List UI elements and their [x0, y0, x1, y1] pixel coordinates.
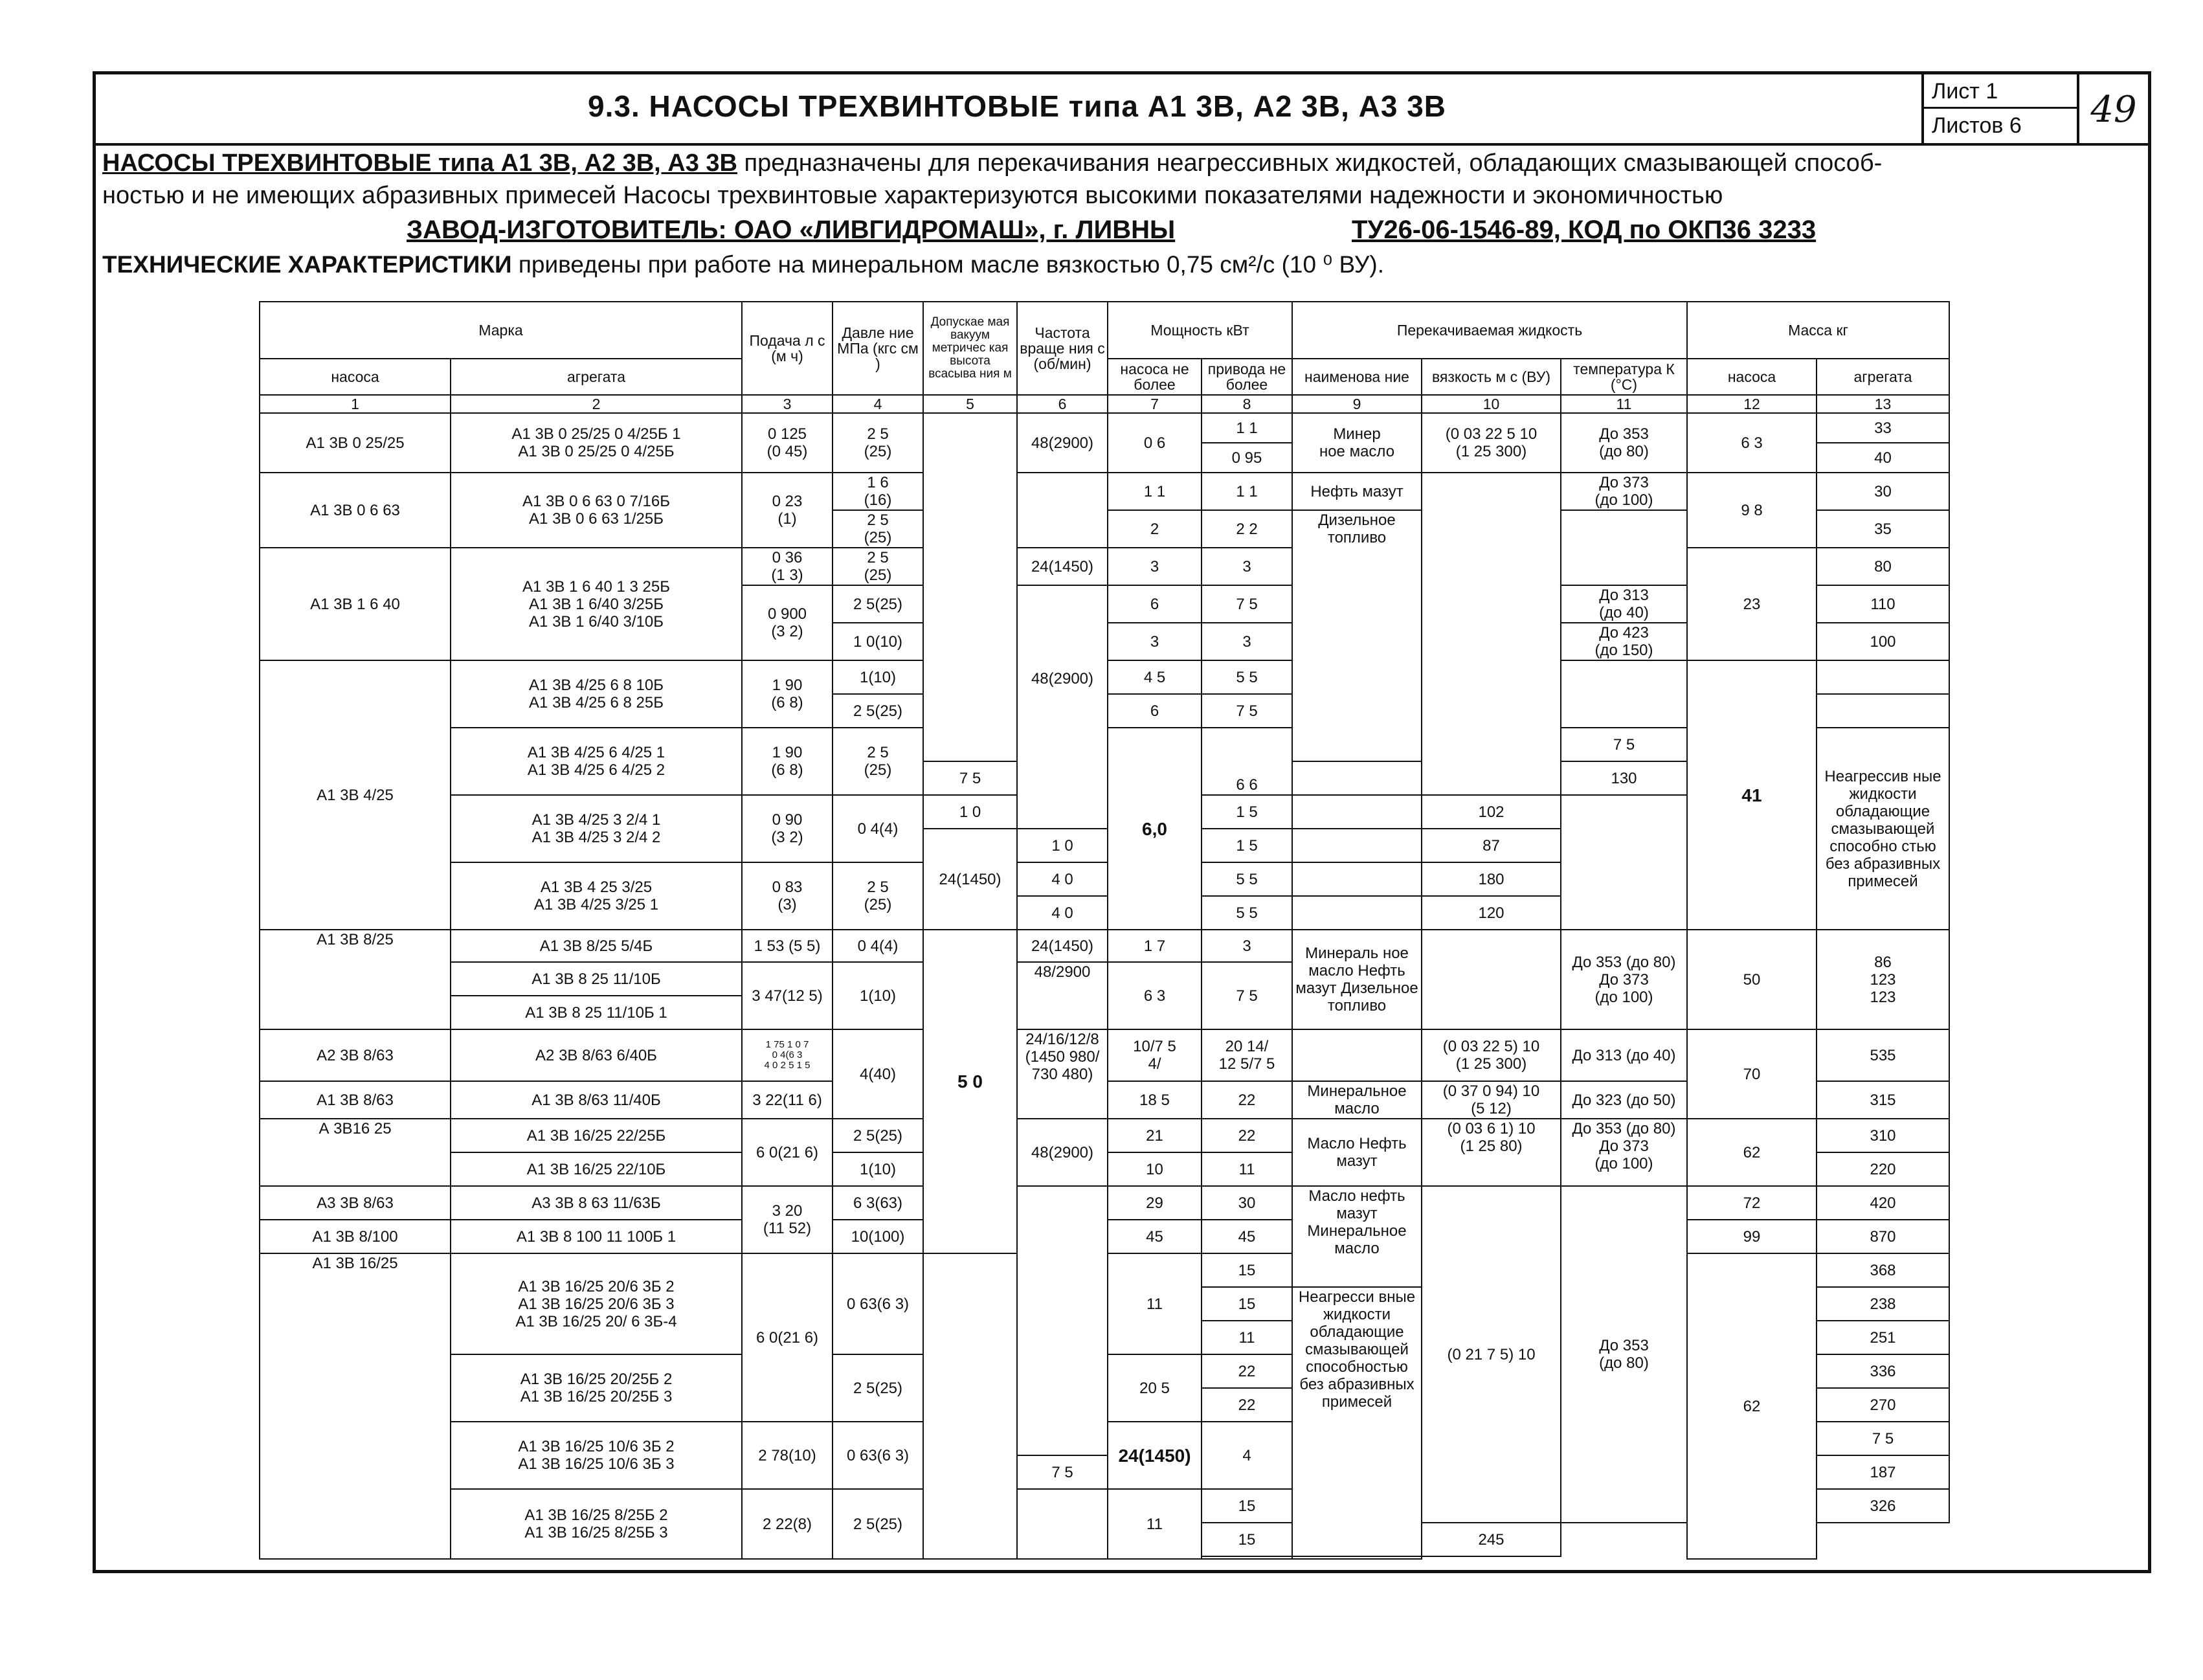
- unit-model: А1 3В 4/25 6 4/25 1 А1 3В 4/25 6 4/25 2: [451, 728, 742, 795]
- power-drive: 1 1: [1202, 413, 1292, 443]
- title-block: [96, 74, 2148, 146]
- power-pump: 18 5: [1108, 1081, 1202, 1119]
- mass-pump: 62: [1687, 1253, 1817, 1559]
- pressure: 6 3(63): [833, 1186, 923, 1220]
- mass-unit: 420: [1817, 1186, 1949, 1220]
- power-drive: 22: [1202, 1081, 1292, 1119]
- liquid-name: Неагресси вные жидкости обладающие смазывающей способностью без абразивных примесей: [1292, 1287, 1422, 1556]
- power-pump: 1 0: [1017, 829, 1108, 862]
- h-power-drive: привода не более: [1202, 359, 1292, 395]
- manufacturer: ЗАВОД-ИЗГОТОВИТЕЛЬ: ОАО «ЛИВГИДРОМАШ», г. ЛИВНЫ: [407, 216, 1176, 244]
- pressure: 2 5 (25): [833, 548, 923, 585]
- speed: 24(1450): [1017, 930, 1108, 962]
- tech-note: [102, 251, 1384, 278]
- viscosity: [1422, 473, 1561, 795]
- power-drive: 11: [1202, 1321, 1292, 1354]
- power-drive: 22: [1202, 1119, 1292, 1152]
- mass-pump: 70: [1687, 1029, 1817, 1119]
- power-drive: 1 1: [1202, 473, 1292, 510]
- pressure: 1(10): [833, 1152, 923, 1186]
- temperature: До 373 (до 100): [1561, 473, 1687, 510]
- mass-pump: 23: [1687, 548, 1817, 660]
- filler: [1202, 1556, 1292, 1559]
- unit-model: А1 3В 8 100 11 100Б 1: [451, 1220, 742, 1253]
- unit-model: А1 3В 16/25 8/25Б 2 А1 3В 16/25 8/25Б 3: [451, 1489, 742, 1559]
- temperature: До 353 (до 80) До 373 (до 100): [1561, 1119, 1687, 1186]
- intro-lead: НАСОСЫ ТРЕХВИНТОВЫЕ типа А1 3В, А2 3В, А3 3В: [102, 150, 737, 177]
- power-pump: 11: [1108, 1253, 1202, 1354]
- flow: 0 900 (3 2): [742, 585, 833, 660]
- power-drive: 1 5: [1202, 795, 1292, 829]
- power-drive: 1 5: [1202, 829, 1292, 862]
- mass-unit: 102: [1422, 795, 1561, 829]
- sheets-total: Листов 6: [1932, 113, 2022, 138]
- page-number: 49: [2077, 74, 2148, 146]
- temperature: [1292, 862, 1422, 896]
- temperature: [1292, 896, 1422, 930]
- mass-unit: 120: [1422, 896, 1561, 930]
- flow: 1 90 (6 8): [742, 660, 833, 728]
- pressure: 2 5(25): [833, 1354, 923, 1422]
- pump-model: А1 3В 8/63: [260, 1081, 451, 1119]
- flow: 6 0(21 6): [742, 1119, 833, 1186]
- unit-model: А1 3В 8 25 11/10Б 1: [451, 996, 742, 1029]
- col-num: 7: [1108, 395, 1202, 413]
- mass-unit: 130: [1561, 761, 1687, 795]
- flow: 2 22(8): [742, 1489, 833, 1559]
- viscosity: (0 03 22 5 10 (1 25 300): [1422, 413, 1561, 473]
- mass-pump: 72: [1687, 1186, 1817, 1220]
- tech-text: приведены при работе на минеральном масле вязкостью 0,75 см²/с (10 ⁰ ВУ).: [511, 251, 1385, 278]
- tu-code: ТУ26-06-1546-89, КОД по ОКП36 3233: [1352, 216, 1817, 244]
- suction-lift: 6,0: [1108, 728, 1202, 930]
- mass-unit: 535: [1817, 1029, 1949, 1081]
- power-pump: 4 5: [1108, 660, 1202, 694]
- power-pump: 21: [1108, 1119, 1202, 1152]
- col-num: 6: [1017, 395, 1108, 413]
- suction-lift: [923, 413, 1017, 761]
- col-num: 10: [1422, 395, 1561, 413]
- mass-unit: 220: [1817, 1152, 1949, 1186]
- flow: 3 47(12 5): [742, 962, 833, 1029]
- col-num: 12: [1687, 395, 1817, 413]
- pump-spec-table: [259, 301, 1950, 1560]
- mass-unit: 310: [1817, 1119, 1949, 1152]
- liquid-name: Неагрессив ные жидкости обладающие смазывающей способно стью без абразивных примесей: [1817, 728, 1949, 930]
- mass-pump: 50: [1687, 930, 1817, 1029]
- col-num: 3: [742, 395, 833, 413]
- pressure: 1(10): [833, 660, 923, 694]
- pressure: 2 5 (25): [833, 728, 923, 795]
- power-drive: 45: [1202, 1220, 1292, 1253]
- pressure: 2 5(25): [833, 1489, 923, 1559]
- pressure: 1 6 (16): [833, 473, 923, 510]
- power-drive: 7 5: [1817, 1422, 1949, 1455]
- power-drive: 15: [1202, 1253, 1292, 1287]
- liquid-name: Минер ное масло: [1292, 413, 1422, 473]
- power-pump: 20 5: [1108, 1354, 1202, 1422]
- unit-model: А1 3В 0 25/25 0 4/25Б 1 А1 3В 0 25/25 0 4/25Б: [451, 413, 742, 473]
- liquid-name: Нефть мазут: [1292, 473, 1422, 510]
- mass-unit: 33: [1817, 413, 1949, 443]
- temperature: До 353 (до 80): [1561, 413, 1687, 473]
- pressure: 10(100): [833, 1220, 923, 1253]
- unit-model: А1 3В 1 6 40 1 3 25Б А1 3В 1 6/40 3/25Б А1 3В 1 6/40 3/10Б: [451, 548, 742, 660]
- suction-lift: 5 0: [923, 930, 1017, 1253]
- power-drive: 22: [1202, 1354, 1292, 1388]
- h-agregata: агрегата: [451, 359, 742, 395]
- power-pump: 2: [1108, 510, 1202, 548]
- viscosity: (0 03 22 5) 10 (1 25 300): [1422, 1029, 1561, 1081]
- temperature: [1292, 761, 1422, 795]
- pressure: 2 5 (25): [833, 413, 923, 473]
- pressure: 2 5(25): [833, 585, 923, 623]
- mass-unit: 870: [1817, 1220, 1949, 1253]
- flow: 0 125 (0 45): [742, 413, 833, 473]
- unit-model: А1 3В 4/25 6 8 10Б А1 3В 4/25 6 8 25Б: [451, 660, 742, 728]
- intro-text-1: предназначены для перекачивания неагрессивных жидкостей, обладающих смазывающей способ-: [737, 150, 1883, 177]
- power-pump: 3: [1108, 548, 1202, 585]
- mass-pump: 6 3: [1687, 413, 1817, 473]
- col-num: 8: [1202, 395, 1292, 413]
- temperature: До 423 (до 150): [1561, 623, 1687, 660]
- h-mass-unit: агрегата: [1817, 359, 1949, 395]
- power-pump: 11: [1108, 1489, 1202, 1559]
- viscosity: (0 03 6 1) 10 (1 25 80): [1422, 1119, 1561, 1186]
- pump-model: А1 3В 8/25: [260, 930, 451, 1029]
- liquid-name: Дизельное топливо: [1292, 510, 1422, 761]
- temperature: [1561, 660, 1687, 728]
- mass-unit: 87: [1422, 829, 1561, 862]
- temperature: До 313 (до 40): [1561, 585, 1687, 623]
- viscosity: [1422, 930, 1561, 1029]
- mass-pump: 62: [1687, 1119, 1817, 1186]
- mass-pump: 9 8: [1687, 473, 1817, 548]
- filler: [1292, 1556, 1422, 1559]
- pressure: 0 4(4): [833, 795, 923, 862]
- pressure: 1(10): [833, 962, 923, 1029]
- power-pump: 1 7: [1108, 930, 1202, 962]
- power-drive: 30: [1202, 1186, 1292, 1220]
- mass-unit: 35: [1817, 510, 1949, 548]
- mass-pump: 41: [1687, 660, 1817, 930]
- power-drive: 3: [1202, 548, 1292, 585]
- power-pump: 4: [1202, 1422, 1292, 1489]
- unit-model: А1 3В 8/25 5/4Б: [451, 930, 742, 962]
- unit-model: А1 3В 8/63 11/40Б: [451, 1081, 742, 1119]
- temperature: До 313 (до 40): [1561, 1029, 1687, 1081]
- document-title: 9.3. НАСОСЫ ТРЕХВИНТОВЫЕ типа А1 3В, А2 3В, А3 3В: [588, 89, 1447, 123]
- unit-model: А3 3В 8 63 11/63Б: [451, 1186, 742, 1220]
- col-num: 1: [260, 395, 451, 413]
- power-pump: 1 1: [1108, 473, 1202, 510]
- power-pump: 4 0: [1017, 862, 1108, 896]
- mass-unit: [1817, 694, 1949, 728]
- power-drive: 22: [1202, 1388, 1292, 1422]
- unit-model: А1 3В 8 25 11/10Б: [451, 962, 742, 996]
- intro-paragraph: [102, 147, 2148, 212]
- pressure: 2 5 (25): [833, 862, 923, 930]
- sheet-number: Лист 1: [1924, 74, 2077, 109]
- h-massa: Масса кг: [1687, 302, 1949, 359]
- power-pump: 1 0: [923, 795, 1017, 829]
- unit-model: А1 3В 16/25 22/25Б: [451, 1119, 742, 1152]
- unit-model: А1 3В 4/25 3 2/4 1 А1 3В 4/25 3 2/4 2: [451, 795, 742, 862]
- unit-model: А2 3В 8/63 6/40Б: [451, 1029, 742, 1081]
- mass-unit: 270: [1817, 1388, 1949, 1422]
- flow: 1 90 (6 8): [742, 728, 833, 795]
- temperature: [1561, 510, 1687, 585]
- mass-unit: 100: [1817, 623, 1949, 660]
- pump-model: А1 3В 16/25: [260, 1253, 451, 1559]
- unit-model: А1 3В 0 6 63 0 7/16Б А1 3В 0 6 63 1/25Б: [451, 473, 742, 548]
- temperature: [1292, 795, 1422, 829]
- unit-model: А1 3В 16/25 20/6 3Б 2 А1 3В 16/25 20/6 3Б 3 А1 3В 16/25 20/ 6 3Б-4: [451, 1253, 742, 1354]
- power-drive: 2 2: [1202, 510, 1292, 548]
- h-power-pump: насоса не более: [1108, 359, 1202, 395]
- pressure: 2 5(25): [833, 694, 923, 728]
- power-pump: 10/7 5 4/: [1108, 1029, 1202, 1081]
- h-nasosa: насоса: [260, 359, 451, 395]
- speed: 24/16/12/8 (1450 980/ 730 480): [1017, 1029, 1108, 1119]
- power-pump: 4 0: [1017, 896, 1108, 930]
- speed: [1017, 1186, 1108, 1455]
- power-drive: 3: [1202, 623, 1292, 660]
- liquid-name: Масло нефть мазут Минеральное масло: [1292, 1186, 1422, 1287]
- pressure: 0 63(6 3): [833, 1253, 923, 1354]
- mass-unit: 315: [1817, 1081, 1949, 1119]
- power-drive: 0 95: [1202, 443, 1292, 473]
- liquid-name: [1292, 1029, 1422, 1081]
- flow: 6 0(21 6): [742, 1253, 833, 1422]
- h-liquid-name: наименова ние: [1292, 359, 1422, 395]
- mass-unit: 80: [1817, 548, 1949, 585]
- suction-lift: [923, 1253, 1017, 1559]
- temperature: [1292, 829, 1422, 862]
- mass-unit: 251: [1817, 1321, 1949, 1354]
- h-temperature: температура К (°С): [1561, 359, 1687, 395]
- unit-model: А1 3В 4 25 3/25 А1 3В 4/25 3/25 1: [451, 862, 742, 930]
- power-pump: 6 3: [1108, 962, 1202, 1029]
- mass-pump: 99: [1687, 1220, 1817, 1253]
- col-num: 5: [923, 395, 1017, 413]
- pressure: 0 63(6 3): [833, 1422, 923, 1489]
- col-num: 9: [1292, 395, 1422, 413]
- h-zhidkost: Перекачиваемая жидкость: [1292, 302, 1687, 359]
- pump-model: А1 3В 0 25/25: [260, 413, 451, 473]
- unit-model: А1 3В 16/25 22/10Б: [451, 1152, 742, 1186]
- pressure: 2 5 (25): [833, 510, 923, 548]
- power-drive: 11: [1202, 1152, 1292, 1186]
- power-drive: 7 5: [923, 761, 1017, 795]
- pump-model: А1 3В 0 6 63: [260, 473, 451, 548]
- pump-model: А1 3В 4/25: [260, 660, 451, 930]
- power-drive: 7 5: [1561, 728, 1687, 761]
- speed: 48/2900: [1017, 962, 1108, 1029]
- flow: 0 83 (3): [742, 862, 833, 930]
- h-chastota: Частота враще ния с (об/мин): [1017, 302, 1108, 395]
- power-drive: 20 14/ 12 5/7 5: [1202, 1029, 1292, 1081]
- power-pump: 0 6: [1108, 413, 1202, 473]
- liquid-name: Минераль ное масло Нефть мазут Дизельное топливо: [1292, 930, 1422, 1029]
- mass-unit: 86 123 123: [1817, 930, 1949, 1029]
- temperature: До 323 (до 50): [1561, 1081, 1687, 1119]
- mass-unit: 180: [1422, 862, 1561, 896]
- col-num: 11: [1561, 395, 1687, 413]
- intro-text-2: ностью и не имеющих абразивных примесей Насосы трехвинтовые характеризуются высокими показателями надежности и экономичностью: [102, 182, 1723, 209]
- flow: 2 78(10): [742, 1422, 833, 1489]
- tech-label: ТЕХНИЧЕСКИЕ ХАРАКТЕРИСТИКИ: [102, 251, 512, 278]
- h-viscosity: вязкость м с (ВУ): [1422, 359, 1561, 395]
- col-num: 2: [451, 395, 742, 413]
- mass-unit: [1817, 660, 1949, 694]
- mass-unit: 336: [1817, 1354, 1949, 1388]
- power-drive: 5 5: [1202, 862, 1292, 896]
- temperature: До 353 (до 80) До 373 (до 100): [1561, 930, 1687, 1029]
- liquid-name: Минеральное масло: [1292, 1081, 1422, 1119]
- viscosity: (0 21 7 5) 10: [1422, 1186, 1561, 1523]
- power-drive: 7 5: [1202, 585, 1292, 623]
- h-marka: Марка: [260, 302, 742, 359]
- pressure: 2 5(25): [833, 1119, 923, 1152]
- speed: 48(2900): [1017, 585, 1108, 829]
- speed: 24(1450): [1108, 1422, 1202, 1489]
- pressure: 1 0(10): [833, 623, 923, 660]
- power-pump: 10: [1108, 1152, 1202, 1186]
- speed: 24(1450): [923, 829, 1017, 930]
- flow: 3 22(11 6): [742, 1081, 833, 1119]
- h-moshchnost: Мощность кВт: [1108, 302, 1292, 359]
- power-drive: 7 5: [1202, 694, 1292, 728]
- power-pump: 29: [1108, 1186, 1202, 1220]
- h-vakuum: Допускае мая вакуум метричес кая высота всасыва ния м: [923, 302, 1017, 395]
- speed: 48(2900): [1017, 413, 1108, 473]
- liquid-name: Масло Нефть мазут: [1292, 1119, 1422, 1186]
- mass-unit: 110: [1817, 585, 1949, 623]
- power-drive: 15: [1202, 1489, 1292, 1523]
- power-pump: 3: [1108, 623, 1202, 660]
- power-pump: 6: [1108, 585, 1202, 623]
- mass-unit: 326: [1817, 1489, 1949, 1523]
- mass-unit: 40: [1817, 443, 1949, 473]
- mass-unit: 30: [1817, 473, 1949, 510]
- flow: 1 53 (5 5): [742, 930, 833, 962]
- h-podacha: Подача л с (м ч): [742, 302, 833, 395]
- pressure: 4(40): [833, 1029, 923, 1119]
- power-pump: 45: [1108, 1220, 1202, 1253]
- pump-model: А 3В16 25: [260, 1119, 451, 1186]
- viscosity: (0 37 0 94) 10 (5 12): [1422, 1081, 1561, 1119]
- speed: [1017, 473, 1108, 548]
- power-drive: 15: [1202, 1523, 1292, 1556]
- pump-model: А1 3В 8/100: [260, 1220, 451, 1253]
- power-pump: 6 6: [1202, 728, 1292, 795]
- power-drive: 7 5: [1202, 962, 1292, 1029]
- flow: 0 23 (1): [742, 473, 833, 548]
- power-drive: 3: [1202, 930, 1292, 962]
- pump-model: А3 3В 8/63: [260, 1186, 451, 1220]
- unit-model: А1 3В 16/25 20/25Б 2 А1 3В 16/25 20/25Б 3: [451, 1354, 742, 1422]
- flow: 0 90 (3 2): [742, 795, 833, 862]
- speed: 24(1450): [1017, 548, 1108, 585]
- h-mass-pump: насоса: [1687, 359, 1817, 395]
- mass-unit: 187: [1817, 1455, 1949, 1489]
- power-pump: 6: [1108, 694, 1202, 728]
- flow: 0 36 (1 3): [742, 548, 833, 585]
- col-num: 13: [1817, 395, 1949, 413]
- flow: 1 75 1 0 7 0 4(6 3 4 0 2 5 1 5: [742, 1029, 833, 1081]
- pump-model: А2 3В 8/63: [260, 1029, 451, 1081]
- unit-model: А1 3В 16/25 10/6 3Б 2 А1 3В 16/25 10/6 3Б 3: [451, 1422, 742, 1489]
- pressure: 0 4(4): [833, 930, 923, 962]
- power-drive: 5 5: [1202, 896, 1292, 930]
- mass-unit: 245: [1422, 1523, 1561, 1556]
- mass-unit: 368: [1817, 1253, 1949, 1287]
- column-numbers: [260, 395, 1949, 413]
- temperature: До 353 (до 80): [1561, 1186, 1687, 1523]
- sheet-info: [1921, 74, 2077, 146]
- power-drive: 15: [1202, 1287, 1292, 1321]
- pump-model: А1 3В 1 6 40: [260, 548, 451, 660]
- flow: 3 20 (11 52): [742, 1186, 833, 1253]
- h-davlenie: Давле ние МПа (кгс см ): [833, 302, 923, 395]
- power-drive: 5 5: [1202, 660, 1292, 694]
- speed: 48(2900): [1017, 1119, 1108, 1186]
- speed: [1017, 1489, 1108, 1559]
- power-drive: 7 5: [1017, 1455, 1108, 1489]
- mass-unit: 238: [1817, 1287, 1949, 1321]
- col-num: 4: [833, 395, 923, 413]
